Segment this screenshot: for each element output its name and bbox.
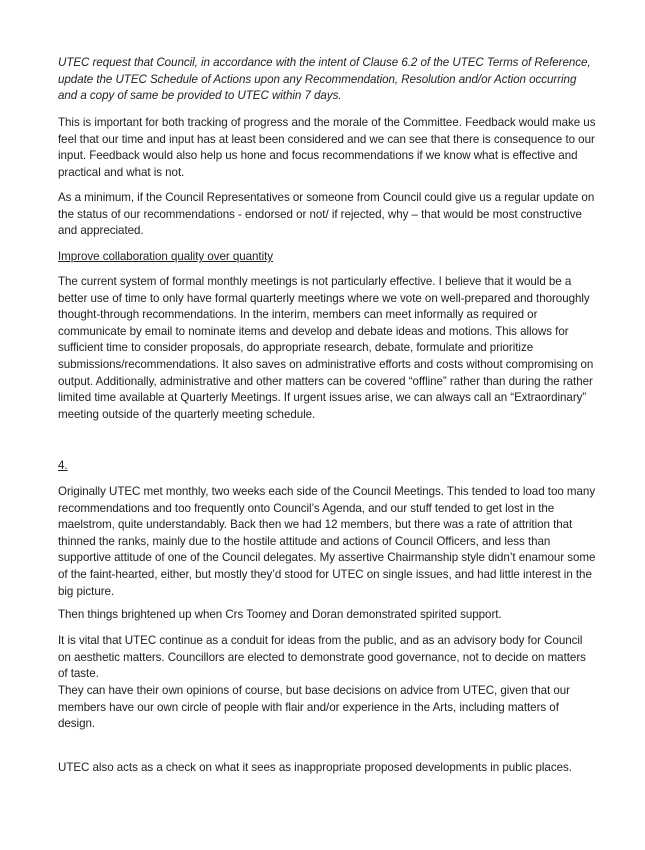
opinions-paragraph: They can have their own opinions of course, but base decisions on advice from UTEC, given that our members have our own circle of people with flair and/or experience in the Arts, including matters of design. bbox=[58, 684, 570, 731]
check-paragraph: UTEC also acts as a check on what it sees as inappropriate proposed developments in public places. bbox=[58, 761, 572, 774]
vital-paragraph: It is vital that UTEC continue as a conduit for ideas from the public, and as an advisory body for Council on aesthetic matters. Councillors are elected to demonstrate good governance, not to decide on matters of taste. bbox=[58, 634, 586, 681]
collaboration-heading: Improve collaboration quality over quantity bbox=[58, 250, 274, 263]
history-paragraph: Originally UTEC met monthly, two weeks each side of the Council Meetings. This tended to load too many recommendations and too frequently onto Council’s Agenda, and our stuff tended to get lost in the maelstrom, quite understandably. Back then we had 12 members, but there was a rate of attrition that thinned the ranks, mainly due to the hostile attitude and actions of Council Officers, and less than supportive attitude of one of the Council delegates. My assertive Chairmanship style didn’t enamour some of the faint-hearted, either, but mostly they’d stood for UTEC on single issues, and had little interest in the big picture. bbox=[58, 485, 596, 598]
tracking-paragraph: This is important for both tracking of progress and the morale of the Committee. Feedback would make us feel that our time and input has at least been considered and we can see that there is consequence to our input. Feedback would also help us hone and focus recommendations if we know what is effective and practical and what is not. bbox=[58, 116, 596, 179]
request-paragraph: UTEC request that Council, in accordance with the intent of Clause 6.2 of the UTEC Terms of Reference, update the UTEC Schedule of Actions upon any Recommendation, Resolution and/or Action occurring and a copy of same be provided to UTEC within 7 days. bbox=[58, 56, 591, 103]
brightened-paragraph: Then things brightened up when Crs Toomey and Doran demonstrated spirited support. bbox=[58, 608, 502, 621]
minimum-paragraph: As a minimum, if the Council Representatives or someone from Council could give us a regular update on the status of our recommendations - endorsed or not/ if rejected, why – that would be most constructive and appreciated. bbox=[58, 191, 595, 238]
meetings-paragraph: The current system of formal monthly meetings is not particularly effective. I believe that it would be a better use of time to only have formal quarterly meetings where we vote on well-prepared and thoroughly thought-through recommendations. In the interim, members can meet informally as required or communicate by email to nominate items and develop and debate ideas and motions. This allows for sufficient time to consider proposals, do appropriate research, debate, formulate and prioritize submissions/recommendations. It also saves on administrative efforts and costs without compromising on output. Additionally, administrative and other matters can be covered “offline” rather than during the rather limited time available at Quarterly Meetings. If urgent issues arise, we can always call an “Extraordinary” meeting outside of the quarterly meeting schedule. bbox=[58, 275, 594, 421]
section-number: 4. bbox=[58, 459, 68, 472]
